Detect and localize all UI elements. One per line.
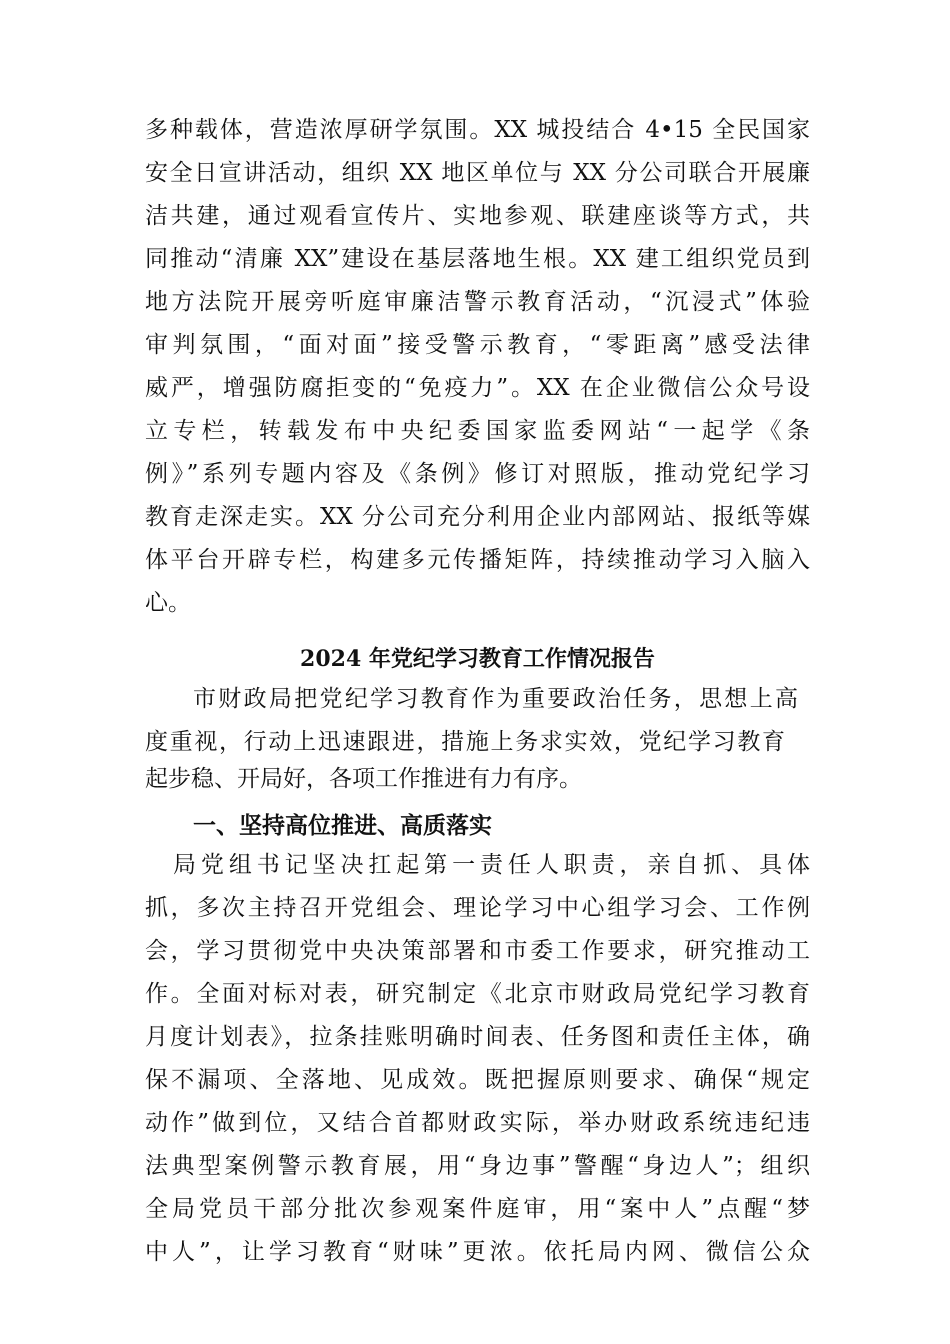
section-line: 局党组书记坚决扛起第一责任人职责，亲自抓、具体 bbox=[173, 852, 810, 878]
section-line: 法典型案例警示教育展，用“身边事”警醒“身边人”；组织 bbox=[145, 1153, 810, 1179]
section-line: 抓，多次主持召开党组会、理论学习中心组学习会、工作例 bbox=[145, 895, 810, 921]
section-line: 全局党员干部分批次参观案件庭审，用“案中人”点醒“梦 bbox=[145, 1196, 810, 1222]
report-title: 2024 年党纪学习教育工作情况报告 bbox=[300, 646, 655, 672]
section-line: 中人”，让学习教育“财味”更浓。依托局内网、微信公众 bbox=[145, 1239, 810, 1265]
paragraph-line: 地方法院开展旁听庭审廉洁警示教育活动，“沉浸式”体验 bbox=[145, 289, 810, 315]
paragraph-line: 同推动“清廉 XX”建设在基层落地生根。XX 建工组织党员到 bbox=[145, 246, 810, 272]
paragraph-line: 立专栏，转载发布中央纪委国家监委网站“一起学《条 bbox=[145, 418, 810, 444]
section-heading: 一、坚持高位推进、高质落实 bbox=[193, 813, 492, 839]
paragraph-line: 多种载体，营造浓厚研学氛围。XX 城投结合 4•15 全民国家 bbox=[145, 117, 810, 143]
paragraph-line: 威严，增强防腐拒变的“免疫力”。XX 在企业微信公众号设 bbox=[145, 375, 810, 401]
intro-line: 市财政局把党纪学习教育作为重要政治任务，思想上高 bbox=[193, 686, 798, 712]
paragraph-line: 安全日宣讲活动，组织 XX 地区单位与 XX 分公司联合开展廉 bbox=[145, 160, 810, 186]
section-line: 保不漏项、全落地、见成效。既把握原则要求、确保“规定 bbox=[145, 1067, 810, 1093]
section-line: 作。全面对标对表，研究制定《北京市财政局党纪学习教育 bbox=[145, 981, 810, 1007]
paragraph-line: 心。 bbox=[145, 590, 191, 616]
paragraph-line: 例》”系列专题内容及《条例》修订对照版，推动党纪学习 bbox=[145, 461, 810, 487]
paragraph-line: 教育走深走实。XX 分公司充分利用企业内部网站、报纸等媒 bbox=[145, 504, 810, 530]
section-line: 月度计划表》，拉条挂账明确时间表、任务图和责任主体，确 bbox=[145, 1024, 810, 1050]
paragraph-line: 审判氛围，“面对面”接受警示教育，“零距离”感受法律 bbox=[145, 332, 810, 358]
intro-line: 起步稳、开局好，各项工作推进有力有序。 bbox=[145, 766, 582, 792]
intro-line: 度重视，行动上迅速跟进，措施上务求实效，党纪学习教育 bbox=[145, 729, 785, 755]
paragraph-line: 体平台开辟专栏，构建多元传播矩阵，持续推动学习入脑入 bbox=[145, 547, 810, 573]
section-line: 动作”做到位，又结合首都财政实际，举办财政系统违纪违 bbox=[145, 1110, 810, 1136]
section-line: 会，学习贯彻党中央决策部署和市委工作要求，研究推动工 bbox=[145, 938, 810, 964]
paragraph-line: 洁共建，通过观看宣传片、实地参观、联建座谈等方式，共 bbox=[145, 203, 810, 229]
